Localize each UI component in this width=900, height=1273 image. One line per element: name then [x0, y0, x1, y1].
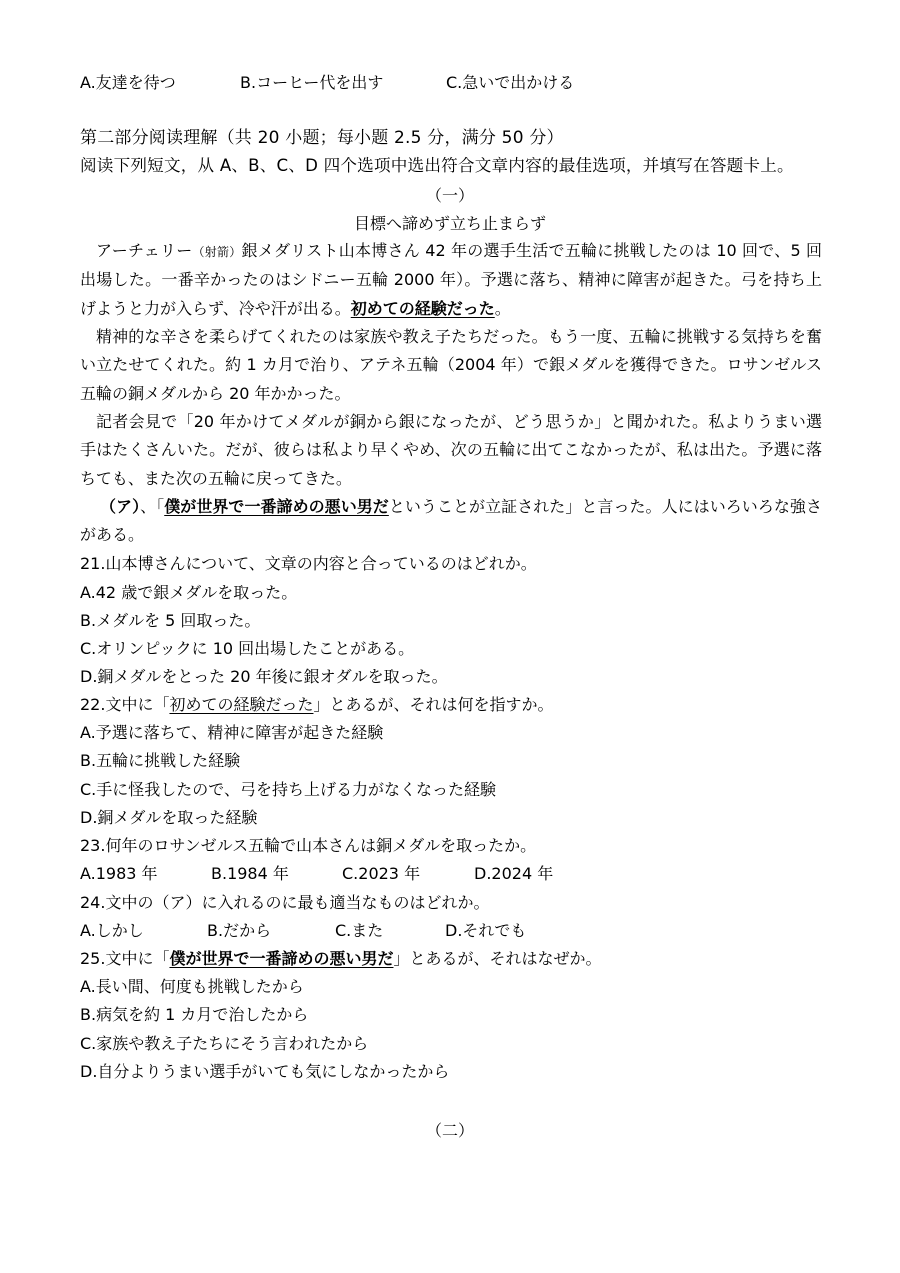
question-21-option-c: C.オリンピックに 10 回出場したことがある。: [80, 639, 415, 658]
question-25-underlined: 僕が世界で一番諦めの悪い男だ: [169, 949, 394, 968]
paragraph-1-end: 。: [494, 298, 511, 318]
question-24-stem: 24.文中の（ア）に入れるのに最も適当なものはどれか。: [80, 893, 490, 912]
underlined-phrase-2: 僕が世界で一番諦めの悪い男だ: [164, 497, 389, 516]
passage-title: 目標へ諦めず立ち止まらず: [353, 214, 546, 233]
question-25-option-b: B.病気を約 1 カ月で治したから: [80, 1005, 309, 1024]
section-heading: 第二部分阅读理解（共 20 小题；每小题 2.5 分，满分 50 分）: [80, 128, 564, 148]
question-21-option-d: D.銅メダルをとった 20 年後に銀オダルを取った。: [80, 667, 448, 686]
question-22-stem-post: 」とあるが、それは何を指すか。: [313, 695, 554, 714]
question-22-option-d: D.銅メダルを取った経験: [80, 808, 258, 827]
passage-2-number: （二）: [425, 1121, 474, 1140]
question-24-option-b: B.だから: [207, 921, 272, 940]
question-23-stem: 23.何年のロサンゼルス五輪で山本さんは銅メダルを取ったか。: [80, 836, 537, 855]
question-23-option-c: C.2023 年: [342, 864, 421, 883]
section-instruction: 阅读下列短文，从 A、B、C、D 四个选项中选出符合文章内容的最佳选项，并填写在答题卡上。: [80, 156, 794, 175]
paragraph-1-body: 銀メダリスト山本博さん 42 年の選手生活で五輪に挑戦したのは 10 回で、5 回出場した。一番辛かったのはシドニー五輪 2000 年）。予選に落ち、精神に障害が起きた。弓を持ち上げようと力が入らず、冷や汗が出る。: [80, 241, 822, 318]
question-22-option-b: B.五輪に挑戦した経験: [80, 751, 241, 770]
question-25-option-a: A.長い間、何度も挑戦したから: [80, 977, 304, 996]
blank-a: （ア）: [100, 497, 141, 516]
question-25-option-d: D.自分よりうまい選手がいても気にしなかったから: [80, 1062, 450, 1081]
passage-paragraph-1: [80, 237, 822, 323]
question-22-stem: [80, 694, 822, 716]
question-25-option-c: C.家族や教え子たちにそう言われたから: [80, 1034, 369, 1053]
passage-paragraph-2: 精神的な辛さを柔らげてくれたのは家族や教え子たちだった。もう一度、五輪に挑戦する気持ちを奮い立たせてくれた。約 1 カ月で治り、アテネ五輪（2004 年）で銀メダルを獲得できた。ロサンゼルス五輪の銅メダルから 20 年かかった。: [80, 327, 822, 403]
paragraph-1-note: （射箭）: [192, 245, 242, 259]
prev-option-b: B.コーヒー代を出す: [240, 73, 384, 92]
question-21-stem: 21.山本博さんについて、文章の内容と合っているのはどれか。: [80, 554, 537, 573]
prev-option-a: A.友達を待つ: [80, 73, 176, 92]
underlined-phrase-1: 初めての経験だった: [350, 298, 495, 318]
question-21-option-a: A.42 歳で銀メダルを取った。: [80, 583, 298, 602]
paragraph-4-body: ということが立証された」と言った。人にはいろいろな強さがある。: [80, 497, 822, 545]
question-24-option-a: A.しかし: [80, 921, 144, 940]
paragraph-4-quote-open: 、「: [140, 497, 165, 516]
question-25-stem: [80, 948, 822, 970]
question-23-option-b: B.1984 年: [211, 864, 289, 883]
question-22-option-a: A.予選に落ちて、精神に障害が起きた経験: [80, 723, 384, 742]
question-22-underlined: 初めての経験だった: [169, 695, 314, 714]
question-22-option-c: C.手に怪我したので、弓を持ち上げる力がなくなった経験: [80, 780, 496, 799]
passage-paragraph-3: 記者会見で「20 年かけてメダルが銅から銀になったが、どう思うか」と聞かれた。私よりうまい選手はたくさんいた。だが、彼らは私より早くやめ、次の五輪に出てこなかったが、私は出た。予選に落ちても、また次の五輪に戻ってきた。: [80, 412, 822, 488]
question-23-option-d: D.2024 年: [474, 864, 554, 883]
passage-number: （一）: [425, 186, 474, 205]
passage-paragraph-4: [80, 493, 822, 550]
question-22-stem-pre: 22.文中に「: [80, 695, 170, 714]
question-24-option-d: D.それでも: [445, 921, 527, 940]
question-25-stem-pre: 25.文中に「: [80, 949, 170, 968]
paragraph-1-start: アーチェリー: [96, 241, 193, 260]
question-21-option-b: B.メダルを 5 回取った。: [80, 611, 261, 630]
prev-option-c: C.急いで出かける: [446, 73, 575, 92]
question-25-stem-post: 」とあるが、それはなぜか。: [393, 949, 602, 968]
question-24-option-c: C.また: [335, 921, 384, 940]
question-23-option-a: A.1983 年: [80, 864, 158, 883]
